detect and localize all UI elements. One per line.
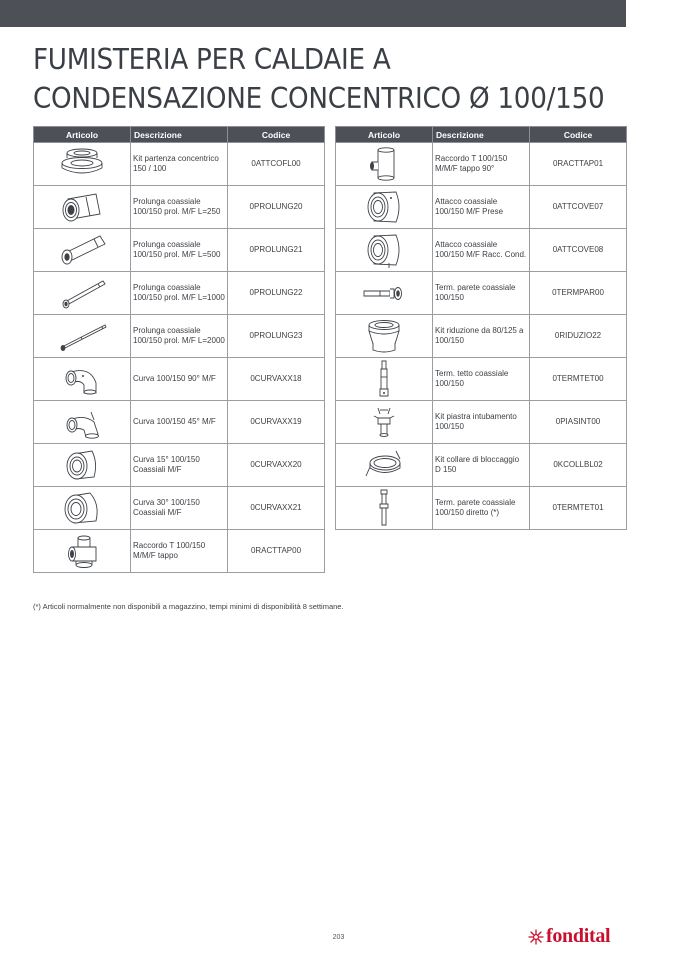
column-header-codice: Codice — [228, 127, 325, 143]
cell-codice: 0KCOLLBL02 — [530, 444, 627, 487]
coaxial-condensate-adapter-icon — [336, 230, 432, 270]
tee-plug-icon — [34, 531, 130, 571]
cell-descrizione: Kit piastra intubamento 100/150 — [433, 401, 530, 444]
cell-articolo — [34, 186, 131, 229]
brand-logo — [528, 925, 610, 948]
cell-descrizione: Curva 30° 100/150 Coassiali M/F — [131, 487, 228, 530]
cell-articolo — [336, 315, 433, 358]
title-line-2: CONDENSAZIONE CONCENTRICO Ø 100/150 — [33, 82, 605, 115]
table-row — [336, 315, 627, 358]
tee-90-plug-icon — [336, 144, 432, 184]
footnote: (*) Articoli normalmente non disponibili a magazzino, tempi minimi di disponibilità 8 settimane. — [33, 602, 344, 611]
table-row — [34, 358, 325, 401]
product-table-left — [33, 126, 325, 573]
page-number: 203 — [332, 934, 345, 941]
cell-codice: 0TERMPAR00 — [530, 272, 627, 315]
cell-codice: 0PROLUNG21 — [228, 229, 325, 272]
cell-articolo — [34, 315, 131, 358]
table-row — [336, 401, 627, 444]
cell-descrizione: Raccordo T 100/150 M/M/F tappo 90° — [433, 143, 530, 186]
column-header-descrizione: Descrizione — [131, 127, 228, 143]
cell-articolo — [336, 358, 433, 401]
cell-descrizione: Kit riduzione da 80/125 a 100/150 — [433, 315, 530, 358]
cell-descrizione: Prolunga coassiale 100/150 prol. M/F L=500 — [131, 229, 228, 272]
roof-terminal-icon — [336, 359, 432, 399]
kit-start-icon — [34, 144, 130, 184]
wall-terminal-icon — [336, 273, 432, 313]
cell-articolo — [34, 530, 131, 573]
cell-descrizione: Curva 15° 100/150 Coassiali M/F — [131, 444, 228, 487]
cell-codice: 0RACTTAP01 — [530, 143, 627, 186]
cell-articolo — [34, 229, 131, 272]
cell-descrizione: Prolunga coassiale 100/150 prol. M/F L=250 — [131, 186, 228, 229]
brand-name: fondital — [546, 925, 611, 947]
locking-collar-icon — [336, 445, 432, 485]
cell-descrizione: Attacco coassiale 100/150 M/F Prese — [433, 186, 530, 229]
table-row — [336, 229, 627, 272]
cell-descrizione: Attacco coassiale 100/150 M/F Racc. Cond. — [433, 229, 530, 272]
table-row — [34, 401, 325, 444]
cell-articolo — [34, 487, 131, 530]
product-table-right — [335, 126, 627, 530]
cell-descrizione: Term. parete coassiale 100/150 — [433, 272, 530, 315]
cell-articolo — [34, 272, 131, 315]
elbow-90-icon — [34, 359, 130, 399]
cell-descrizione: Kit partenza concentrico 150 / 100 — [131, 143, 228, 186]
table-row — [34, 487, 325, 530]
table-row — [34, 229, 325, 272]
cell-articolo — [336, 444, 433, 487]
elbow-45-icon — [34, 402, 130, 442]
cell-codice: 0CURVAXX18 — [228, 358, 325, 401]
cell-codice: 0PROLUNG20 — [228, 186, 325, 229]
elbow-30-icon — [34, 488, 130, 528]
cell-articolo — [34, 444, 131, 487]
table-row — [34, 272, 325, 315]
table-header-row — [336, 127, 627, 143]
cell-descrizione: Curva 100/150 45° M/F — [131, 401, 228, 444]
extension-2000-icon — [34, 316, 130, 356]
cell-descrizione: Kit collare di bloccaggio D 150 — [433, 444, 530, 487]
table-row — [336, 272, 627, 315]
cell-codice: 0PROLUNG22 — [228, 272, 325, 315]
cell-descrizione: Term. parete coassiale 100/150 diretto (*) — [433, 487, 530, 530]
table-row — [34, 530, 325, 573]
table-row — [336, 186, 627, 229]
cell-codice: 0TERMTET01 — [530, 487, 627, 530]
table-row — [336, 444, 627, 487]
flower-logo-icon — [528, 929, 544, 945]
table-row — [34, 444, 325, 487]
table-row — [34, 143, 325, 186]
table-row — [336, 487, 627, 530]
cell-codice: 0CURVAXX21 — [228, 487, 325, 530]
reducer-icon — [336, 316, 432, 356]
elbow-15-icon — [34, 445, 130, 485]
cell-articolo — [336, 229, 433, 272]
cell-articolo — [336, 272, 433, 315]
top-header-band — [0, 0, 626, 27]
table-row — [34, 186, 325, 229]
ducting-plate-icon — [336, 402, 432, 442]
cell-articolo — [336, 143, 433, 186]
coaxial-adapter-icon — [336, 187, 432, 227]
cell-articolo — [336, 401, 433, 444]
extension-250-icon — [34, 187, 130, 227]
cell-codice: 0PROLUNG23 — [228, 315, 325, 358]
cell-codice: 0CURVAXX19 — [228, 401, 325, 444]
cell-descrizione: Prolunga coassiale 100/150 prol. M/F L=1000 — [131, 272, 228, 315]
cell-codice: 0ATTCOVE08 — [530, 229, 627, 272]
column-header-articolo: Articolo — [34, 127, 131, 143]
title-line-1: FUMISTERIA PER CALDAIE A — [33, 43, 391, 76]
column-header-articolo: Articolo — [336, 127, 433, 143]
cell-articolo — [336, 186, 433, 229]
wall-terminal-direct-icon — [336, 488, 432, 528]
table-row — [336, 358, 627, 401]
cell-codice: 0PIASINT00 — [530, 401, 627, 444]
table-header-row — [34, 127, 325, 143]
column-header-codice: Codice — [530, 127, 627, 143]
cell-descrizione: Prolunga coassiale 100/150 prol. M/F L=2000 — [131, 315, 228, 358]
cell-descrizione: Term. tetto coassiale 100/150 — [433, 358, 530, 401]
cell-codice: 0ATTCOVE07 — [530, 186, 627, 229]
table-row — [336, 143, 627, 186]
extension-1000-icon — [34, 273, 130, 313]
cell-articolo — [34, 358, 131, 401]
cell-descrizione: Raccordo T 100/150 M/M/F tappo — [131, 530, 228, 573]
extension-500-icon — [34, 230, 130, 270]
cell-articolo — [336, 487, 433, 530]
cell-codice: 0RIDUZIO22 — [530, 315, 627, 358]
cell-articolo — [34, 143, 131, 186]
column-header-descrizione: Descrizione — [433, 127, 530, 143]
cell-codice: 0ATTCOFL00 — [228, 143, 325, 186]
cell-articolo — [34, 401, 131, 444]
cell-codice: 0TERMTET00 — [530, 358, 627, 401]
cell-codice: 0CURVAXX20 — [228, 444, 325, 487]
page-title — [33, 40, 604, 118]
cell-descrizione: Curva 100/150 90° M/F — [131, 358, 228, 401]
cell-codice: 0RACTTAP00 — [228, 530, 325, 573]
table-row — [34, 315, 325, 358]
